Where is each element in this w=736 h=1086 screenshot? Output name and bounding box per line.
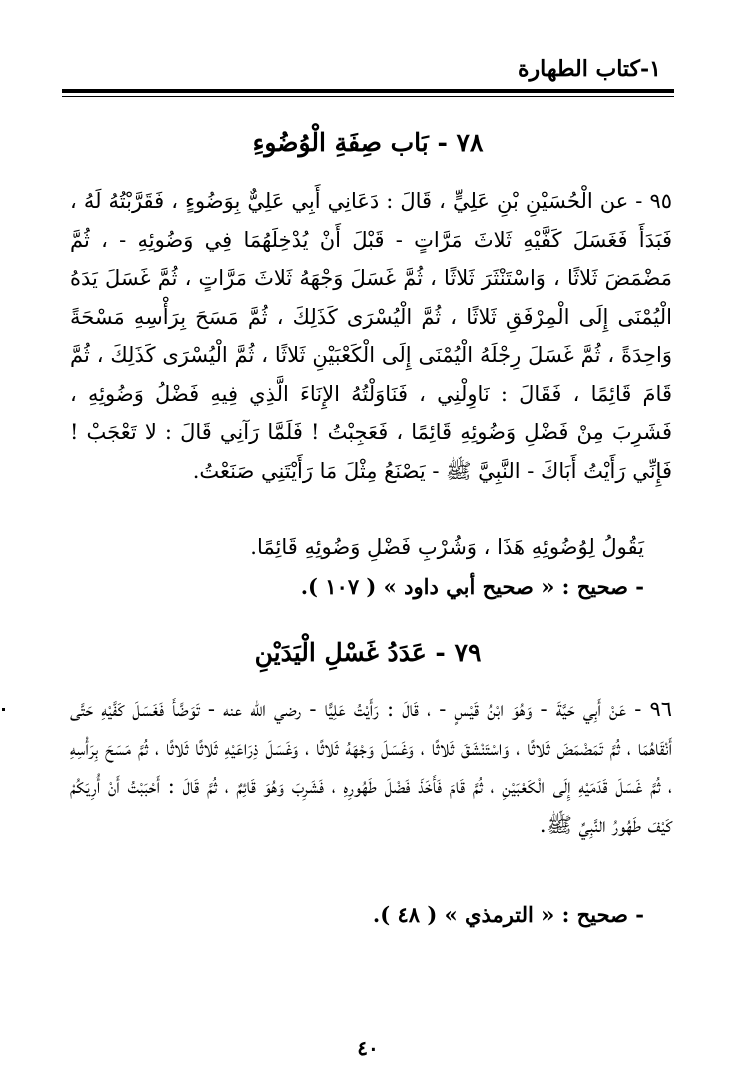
grade-96: - صحيح : « الترمذي » ( ٤٨ ). (372, 902, 644, 927)
hadith-96 (70, 690, 672, 844)
page-number: ٤٠ (357, 1036, 379, 1060)
hadith-95-text: ٩٥ - عن الْحُسَيْنِ بْنِ عَلِيٍّ ، قَالَ : دَعَانِي أَبِي عَلِيٌّ بِوَضُوءٍ ، فَقَرَّبْتُهُ لَهُ ، فَبَدَأَ فَغَسَلَ كَفَّيْهِ ثَلاثَ مَرَّاتٍ - قَبْلَ أَنْ يُدْخِلَهُمَا فِي وَضُوئِهِ - ، ثُمَّ مَضْمَضَ ثَلاثًا ، وَاسْتَنْثَرَ ثَلاثًا ، ثُمَّ غَسَلَ وَجْهَهُ ثَلاثَ مَرَّاتٍ ، ثُمَّ غَسَلَ يَدَهُ الْيُمْنَى إِلَى الْمِرْفَقِ ثَلاثًا ، ثُمَّ الْيُسْرَى كَذَلِكَ ، ثُمَّ مَسَحَ بِرَأْسِهِ مَسْحَةً وَاحِدَةً ، ثُمَّ غَسَلَ رِجْلَهُ الْيُمْنَى إِلَى الْكَعْبَيْنِ ثَلاثًا ، ثُمَّ الْيُسْرَى كَذَلِكَ ، ثُمَّ قَامَ قَائِمًا ، فَقَالَ : نَاوِلْنِي ، فَنَاوَلْتُهُ الإِنَاءَ الَّذِي فِيهِ فَضْلُ وَضُوئِهِ ، فَشَرِبَ مِنْ فَضْلِ وَضُوئِهِ قَائِمًا ، فَعَجِبْتُ ! فَلَمَّا رَآنِي قَالَ : لا تَعْجَبْ ! فَإِنِّي رَأَيْتُ أَبَاكَ - النَّبِيَّ ﷺ - يَصْنَعُ مِثْلَ مَا رَأَيْتَنِي صَنَعْتُ. (70, 189, 672, 483)
grade-95: - صحيح : « صحيح أبي داود » ( ١٠٧ ). (300, 574, 644, 599)
chapter-title-78: ٧٨ - بَاب صِفَةِ الْوُضُوءِ (252, 128, 484, 157)
running-head-title: ١-كتاب الطهارة (517, 56, 661, 82)
chapter-title-79: ٧٩ - عَدَدُ غَسْلِ الْيَدَيْنِ (254, 638, 482, 667)
hadith-95-continuation (70, 528, 644, 567)
header-rule-thin (62, 96, 674, 97)
header-rule-thick (62, 89, 674, 93)
hadith-95 (70, 182, 672, 490)
hadith-96-text: ٩٦ - عَنْ أَبِي حَيَّةَ - وَهُوَ ابْنُ قَيْسٍ - ، قَالَ : رَأَيْتُ عَلِيًّا - رضي الله عنه - تَوَضَّأَ فَغَسَلَ كَفَّيْهِ حَتَّى أَنْقَاهُمَا ، ثُمَّ تَمَضْمَضَ ثَلاثًا ، وَاسْتَنْشَقَ ثَلاثًا ، وَغَسَلَ وَجْهَهُ ثَلاثًا ، وَغَسَلَ ذِرَاعَيْهِ ثَلاثًا ثَلاثًا ، ثُمَّ مَسَحَ بِرَأْسِهِ ، ثُمَّ غَسَلَ قَدَمَيْهِ إِلَى الْكَعْبَيْنِ ، ثُمَّ قَامَ فَأَخَذَ فَضْلَ طَهُورِهِ ، فَشَرِبَ وَهُوَ قَائِمٌ ، ثُمَّ قَالَ : أَحْبَبْتُ أَنْ أُرِيَكُمْ كَيْفَ طَهُورُ النَّبِيِّ ﷺ. (70, 697, 672, 837)
margin-mark (2, 708, 5, 711)
hadith-95-note: يَقُولُ لِوُضُوئِهِ هَذَا ، وَشُرْبِ فَضْلِ وَضُوئِهِ قَائِمًا. (250, 535, 644, 559)
